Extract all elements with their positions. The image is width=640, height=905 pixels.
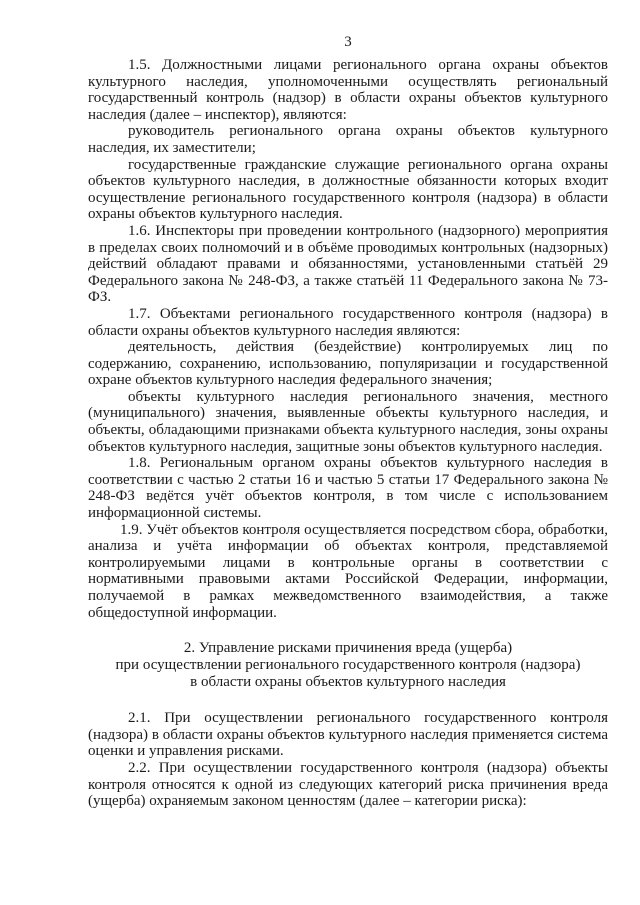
document-body (88, 57, 608, 810)
section-heading-line-1: 2. Управление рисками причинения вреда (ущерба) (183, 640, 513, 657)
section-heading (88, 640, 608, 691)
section-heading-line-2: при осуществлении регионального государственного контроля (надзора) (115, 657, 581, 674)
paragraph-2-2: 2.2. При осуществлении государственного контроля (надзора) объекты контроля относятся к одной из следующих категорий риска причинения вреда (ущерба) охраняемым законом ценностям (далее – категории риска): (88, 759, 608, 810)
section-heading-line-3: в области охраны объектов культурного наследия (190, 674, 506, 691)
paragraph-1-9: 1.9. Учёт объектов контроля осуществляется посредством сбора, обработки, анализа и учёта информации об объектах контроля, представляемой контролируемыми лицами в контрольные органы в соответствии с нормативными правовыми актами Российской Федерации, информации, получаемой в рамках межведомственного взаимодействия, а также общедоступной информации. (88, 521, 608, 621)
page-number: 3 (344, 34, 352, 50)
paragraph-1-5: 1.5. Должностными лицами регионального органа охраны объектов культурного наследия, уполномоченными осуществлять региональный государственный контроль (надзор) в области охраны объектов культурного наследия (далее – инспектор), являются: (88, 57, 608, 123)
paragraph-objects: объекты культурного наследия регионального значения, местного (муниципального) значения, выявленные объекты культурного наследия, и объекты, обладающими признаками объекта культурного наследия, зоны охраны объектов культурного наследия, защитные зоны объектов культурного наследия. (88, 388, 608, 455)
paragraph-1-6: 1.6. Инспекторы при проведении контрольного (надзорного) мероприятия в пределах своих полномочий и в объёме проводимых контрольных (надзорных) действий обладают правами и обязанностями, установленными статьёй 29 Федерального закона № 248-ФЗ, а также статьёй 11 Федерального закона № 73-ФЗ. (88, 222, 608, 306)
paragraph-activity: деятельность, действия (бездействие) контролируемых лиц по содержанию, сохранению, использованию, популяризации и государственной охране объектов культурного наследия федерального значения; (88, 339, 608, 389)
paragraph-heads: руководитель регионального органа охраны объектов культурного наследия, их заместители; (88, 123, 608, 156)
paragraph-2-1: 2.1. При осуществлении регионального государственного контроля (надзора) в области охраны объектов культурного наследия применяется система оценки и управления рисками. (88, 710, 608, 760)
paragraph-1-8: 1.8. Региональным органом охраны объектов культурного наследия в соответствии с частью 2 статьи 16 и частью 5 статьи 17 Федерального закона № 248-ФЗ ведётся учёт объектов контроля, в том числе с использованием информационной системы. (88, 455, 608, 522)
paragraph-civil-servants: государственные гражданские служащие регионального органа охраны объектов культурного наследия, в должностные обязанности которых входит осуществление регионального государственного контроля (надзора) в области охраны объектов культурного наследия. (88, 156, 608, 223)
paragraph-1-7: 1.7. Объектами регионального государственного контроля (надзора) в области охраны объектов культурного наследия являются: (88, 305, 608, 339)
